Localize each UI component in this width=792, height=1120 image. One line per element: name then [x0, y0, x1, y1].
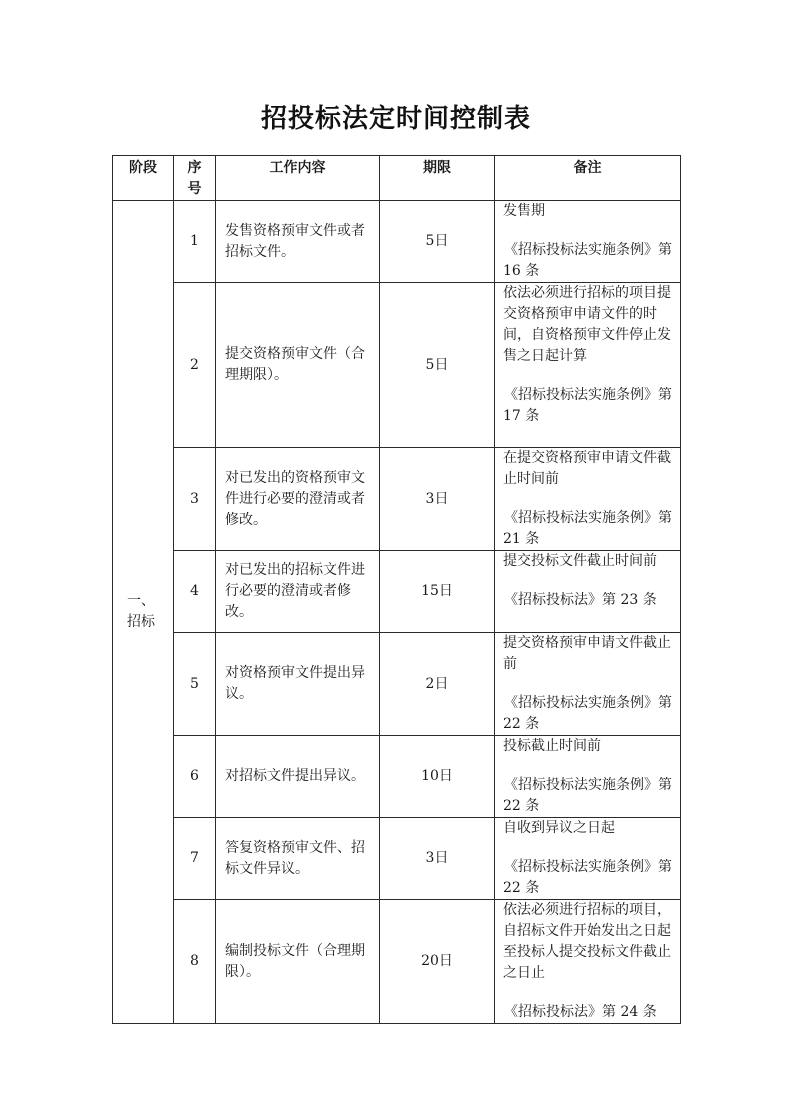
row-work: 对已发出的资格预审文件进行必要的澄清或者修改。: [216, 448, 380, 551]
stage-label-line2: 招标: [127, 614, 155, 630]
row-note: [495, 633, 681, 736]
row-note: [495, 201, 681, 283]
row-seq: 8: [174, 900, 216, 1024]
row-seq: 2: [174, 283, 216, 448]
row-note-text: 投标截止时间前: [503, 738, 601, 754]
row-note-text: 提交资格预审申请文件截止前: [503, 635, 671, 672]
row-note-text: 依法必须进行招标的项目提交资格预审申请文件的时间，自资格预审文件停止发售之日起计算: [503, 285, 671, 364]
table-row: [113, 283, 681, 448]
stage-label-line1: 一、: [127, 593, 155, 609]
row-seq: 3: [174, 448, 216, 551]
row-period: 5日: [380, 201, 495, 283]
header-seq: 序 号: [174, 156, 216, 201]
row-work: 答复资格预审文件、招标文件异议。: [216, 818, 380, 900]
row-note: [495, 551, 681, 633]
header-stage: 阶段: [113, 156, 174, 201]
row-note-reference: 《招标投标法实施条例》第 21 条: [503, 510, 672, 547]
table-row: [113, 633, 681, 736]
row-period: 3日: [380, 818, 495, 900]
table-row: [113, 551, 681, 633]
row-period: 2日: [380, 633, 495, 736]
row-work: 对招标文件提出异议。: [216, 736, 380, 818]
row-period: 15日: [380, 551, 495, 633]
row-work: 对已发出的招标文件进行必要的澄清或者修改。: [216, 551, 380, 633]
row-note-reference: 《招标投标法实施条例》第 22 条: [503, 859, 672, 896]
page-title: 招投标法定时间控制表: [260, 104, 531, 134]
row-seq: 7: [174, 818, 216, 900]
row-work: 发售资格预审文件或者招标文件。: [216, 201, 380, 283]
row-note: [495, 818, 681, 900]
row-period: 3日: [380, 448, 495, 551]
row-note: [495, 448, 681, 551]
row-note-reference: 《招标投标法实施条例》第 22 条: [503, 777, 672, 814]
table-row: [113, 448, 681, 551]
row-seq: 4: [174, 551, 216, 633]
row-period: 20日: [380, 900, 495, 1024]
row-seq: 5: [174, 633, 216, 736]
row-note-text: 自收到异议之日起: [503, 820, 615, 836]
row-work: 对资格预审文件提出异议。: [216, 633, 380, 736]
row-note-text: 依法必须进行招标的项目，自招标文件开始发出之日起至投标人提交投标文件截止之日止: [503, 902, 671, 981]
row-period: 5日: [380, 283, 495, 448]
table-row: [113, 900, 681, 1024]
header-note: 备注: [495, 156, 681, 201]
header-row: [113, 156, 681, 201]
row-note-text: 发售期: [503, 203, 545, 219]
table-row: [113, 736, 681, 818]
row-note-reference: 《招标投标法实施条例》第 17 条: [503, 387, 672, 424]
row-seq: 1: [174, 201, 216, 283]
row-note: [495, 736, 681, 818]
row-note: [495, 283, 681, 448]
row-note-reference: 《招标投标法实施条例》第 16 条: [503, 242, 672, 279]
row-work: 提交资格预审文件（合理期限）。: [216, 283, 380, 448]
row-note: [495, 900, 681, 1024]
row-note-reference: 《招标投标法实施条例》第 22 条: [503, 695, 672, 732]
stage-cell: [113, 201, 174, 1024]
table-row: [113, 818, 681, 900]
row-note-text: 提交投标文件截止时间前: [503, 553, 657, 569]
table-row: [113, 201, 681, 283]
row-note-reference: 《招标投标法》第 23 条: [504, 592, 657, 608]
row-work: 编制投标文件（合理期限）。: [216, 900, 380, 1024]
row-note-text: 在提交资格预审申请文件截止时间前: [503, 450, 671, 487]
row-note-reference: 《招标投标法》第 24 条: [504, 1004, 657, 1020]
header-work: 工作内容: [216, 156, 380, 201]
time-control-table: [112, 155, 681, 1024]
row-seq: 6: [174, 736, 216, 818]
row-period: 10日: [380, 736, 495, 818]
header-period: 期限: [380, 156, 495, 201]
